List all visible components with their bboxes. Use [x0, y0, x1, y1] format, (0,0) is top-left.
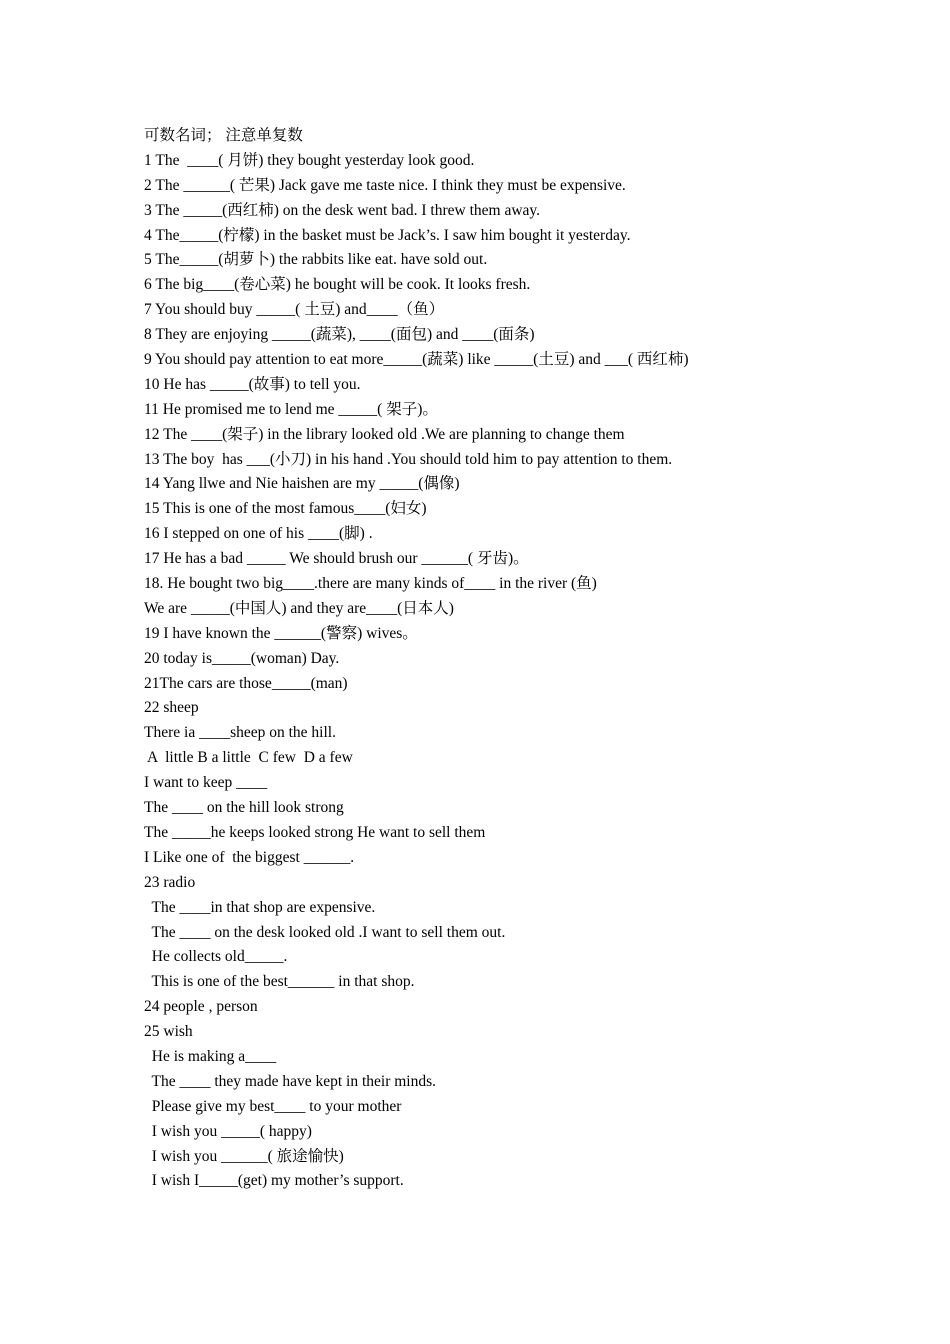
exercise-line-6: 6 The big____(卷心菜) he bought will be cook. It looks fresh.	[144, 276, 531, 294]
section-heading-23: 23 radio	[144, 873, 196, 891]
exercise-line-21: 21The cars are those_____(man)	[144, 674, 348, 692]
exercise-line-17: 17 He has a bad _____ We should brush our ______( 牙齿)。	[144, 550, 529, 568]
wish-sentence-2: The ____ they made have kept in their minds.	[144, 1072, 436, 1090]
exercise-line-5: 5 The_____(胡萝卜) the rabbits like eat. have sold out.	[144, 251, 488, 269]
section-heading-25: 25 wish	[144, 1023, 193, 1041]
exercise-line-9: 9 You should pay attention to eat more_____(蔬菜) like _____(土豆) and ___( 西红柿)	[144, 351, 689, 369]
radio-sentence-4: This is one of the best______ in that shop.	[144, 973, 415, 991]
sheep-sentence-5: I Like one of the biggest ______.	[144, 848, 355, 866]
exercise-line-7: 7 You should buy _____( 土豆) and____（鱼）	[144, 301, 445, 319]
exercise-line-4: 4 The_____(柠檬) in the basket must be Jack’s. I saw him bought it yesterday.	[144, 226, 631, 244]
exercise-line-14: 14 Yang llwe and Nie haishen are my _____(偶像)	[144, 475, 460, 493]
radio-sentence-2: The ____ on the desk looked old .I want to sell them out.	[144, 923, 506, 941]
sheep-sentence-1: There ia ____sheep on the hill.	[144, 724, 336, 742]
exercise-line-11: 11 He promised me to lend me _____( 架子)。	[144, 400, 438, 418]
exercise-line-18-continued: We are _____(中国人) and they are____(日本人)	[144, 599, 454, 617]
wish-sentence-6: I wish I_____(get) my mother’s support.	[144, 1172, 404, 1190]
sheep-options: A little B a little C few D a few	[144, 749, 353, 767]
section-heading-24: 24 people , person	[144, 998, 258, 1016]
exercise-line-19: 19 I have known the ______(警察) wives。	[144, 624, 418, 642]
exercise-line-3: 3 The _____(西红柿) on the desk went bad. I threw them away.	[144, 201, 541, 219]
sheep-sentence-4: The _____he keeps looked strong He want to sell them	[144, 823, 486, 841]
section-heading-22: 22 sheep	[144, 699, 199, 717]
exercise-line-8: 8 They are enjoying _____(蔬菜), ____(面包) and ____(面条)	[144, 326, 535, 344]
exercise-line-12: 12 The ____(架子) in the library looked old .We are planning to change them	[144, 425, 625, 443]
worksheet-page	[144, 124, 904, 1194]
exercise-line-2: 2 The ______( 芒果) Jack gave me taste nice. I think they must be expensive.	[144, 176, 626, 194]
exercise-line-13: 13 The boy has ___(小刀) in his hand .You should told him to pay attention to them.	[144, 450, 673, 468]
radio-sentence-1: The ____in that shop are expensive.	[144, 898, 376, 916]
wish-sentence-4: I wish you _____( happy)	[144, 1122, 312, 1140]
wish-sentence-5: I wish you ______( 旅途愉快)	[144, 1147, 344, 1165]
radio-sentence-3: He collects old_____.	[144, 948, 288, 966]
sheep-sentence-2: I want to keep ____	[144, 774, 268, 792]
sheep-sentence-3: The ____ on the hill look strong	[144, 799, 344, 817]
exercise-line-10: 10 He has _____(故事) to tell you.	[144, 375, 361, 393]
exercise-line-1: 1 The ____( 月饼) they bought yesterday look good.	[144, 151, 475, 169]
wish-sentence-1: He is making a____	[144, 1047, 277, 1065]
exercise-line-18: 18. He bought two big____.there are many kinds of____ in the river (鱼)	[144, 575, 597, 593]
wish-sentence-3: Please give my best____ to your mother	[144, 1097, 402, 1115]
exercise-line-20: 20 today is_____(woman) Day.	[144, 649, 340, 667]
heading-countable-nouns: 可数名词； 注意单复数	[144, 127, 303, 144]
exercise-line-15: 15 This is one of the most famous____(妇女)	[144, 500, 427, 518]
exercise-line-16: 16 I stepped on one of his ____(脚) .	[144, 525, 373, 543]
